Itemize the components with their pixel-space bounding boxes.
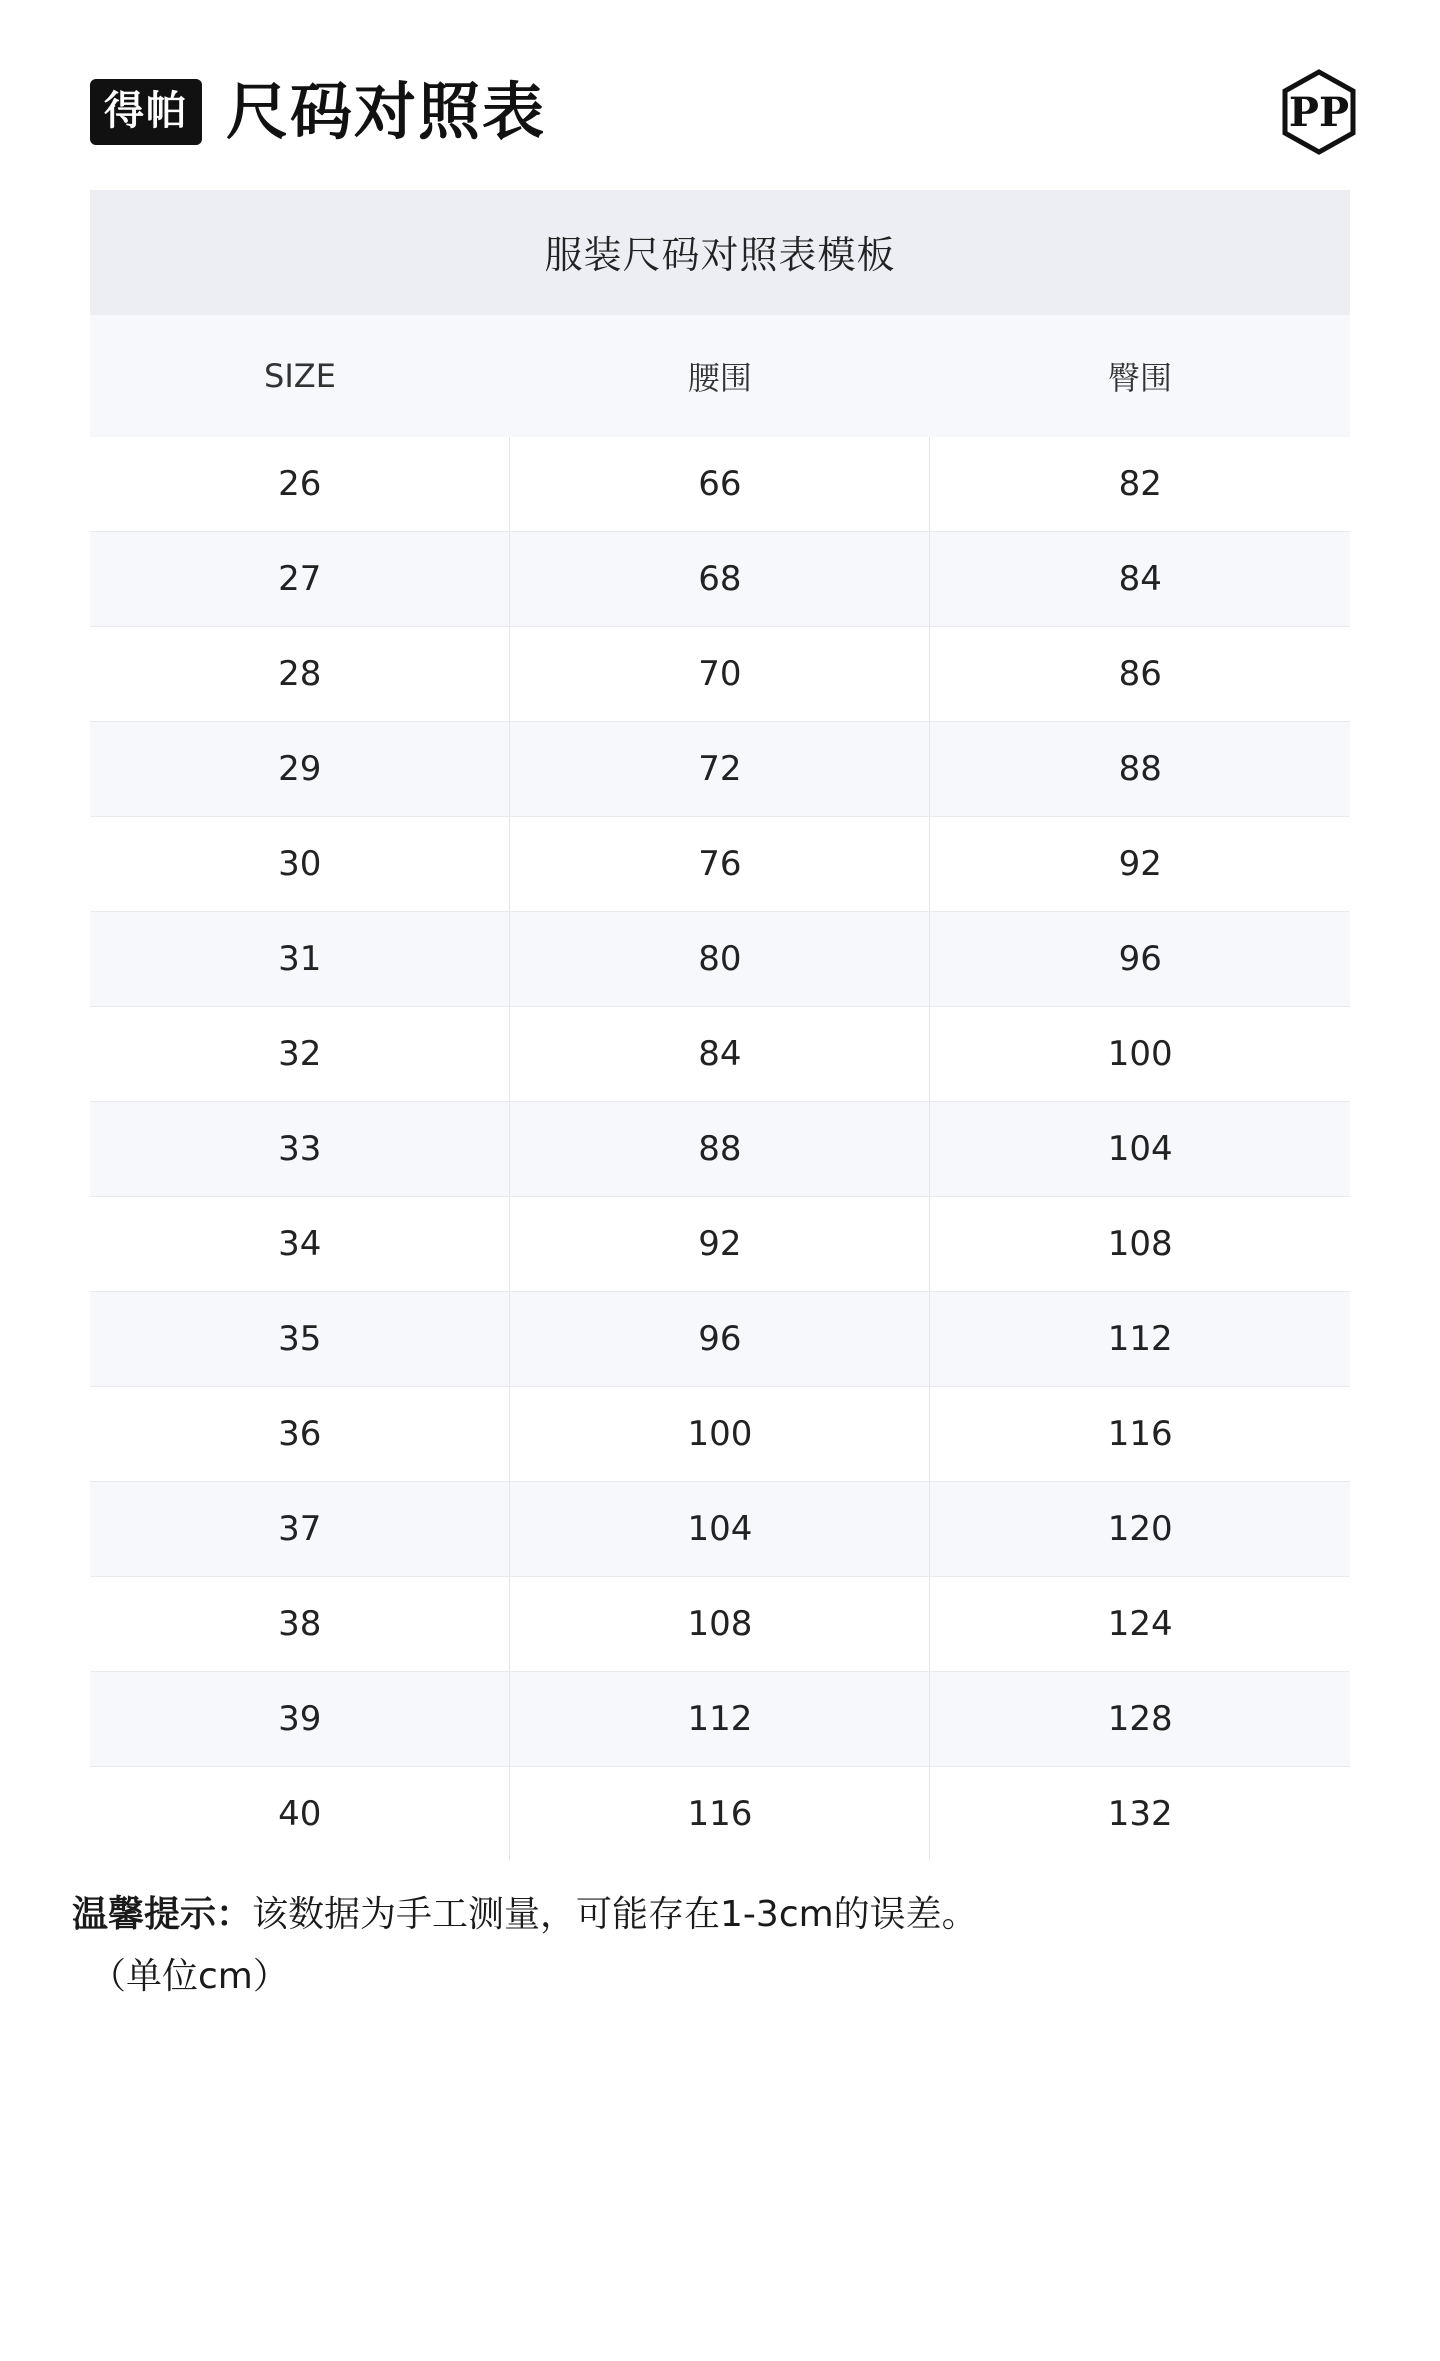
cell-waist: 100 xyxy=(510,1387,930,1482)
header-left-group xyxy=(90,75,547,148)
footnote-unit: （单位cm） xyxy=(90,1955,289,1997)
philipp-plein-hex-logo-icon xyxy=(1276,69,1362,155)
cell-hip: 128 xyxy=(930,1672,1350,1767)
cell-size: 27 xyxy=(90,532,510,627)
cell-hip: 108 xyxy=(930,1197,1350,1292)
table-row xyxy=(90,1672,1350,1767)
table-row xyxy=(90,1007,1350,1102)
table-row xyxy=(90,1482,1350,1577)
cell-hip: 120 xyxy=(930,1482,1350,1577)
page-title: 尺码对照表 xyxy=(226,75,547,148)
cell-waist: 70 xyxy=(510,627,930,722)
cell-size: 34 xyxy=(90,1197,510,1292)
cell-waist: 68 xyxy=(510,532,930,627)
cell-size: 35 xyxy=(90,1292,510,1387)
table-row xyxy=(90,627,1350,722)
cell-size: 29 xyxy=(90,722,510,817)
cell-waist: 116 xyxy=(510,1767,930,1862)
table-row xyxy=(90,1102,1350,1197)
cell-waist: 76 xyxy=(510,817,930,912)
cell-waist: 108 xyxy=(510,1577,930,1672)
table-row xyxy=(90,912,1350,1007)
cell-size: 32 xyxy=(90,1007,510,1102)
footnote-text: 该数据为手工测量，可能存在1-3cm的误差。 xyxy=(252,1894,978,1935)
size-table-card xyxy=(90,190,1350,1861)
table-row xyxy=(90,1292,1350,1387)
cell-hip: 92 xyxy=(930,817,1350,912)
cell-hip: 86 xyxy=(930,627,1350,722)
cell-hip: 116 xyxy=(930,1387,1350,1482)
page-header xyxy=(0,0,1440,190)
cell-waist: 88 xyxy=(510,1102,930,1197)
cell-hip: 88 xyxy=(930,722,1350,817)
cell-size: 39 xyxy=(90,1672,510,1767)
cell-hip: 124 xyxy=(930,1577,1350,1672)
footnote-label: 温馨提示： xyxy=(72,1894,253,1935)
cell-size: 28 xyxy=(90,627,510,722)
table-row xyxy=(90,1197,1350,1292)
size-table xyxy=(90,315,1350,1861)
table-head xyxy=(90,315,1350,437)
footnote xyxy=(72,1887,1350,2005)
table-body xyxy=(90,437,1350,1861)
cell-size: 40 xyxy=(278,1794,322,1834)
cell-waist: 92 xyxy=(510,1197,930,1292)
cell-size: 26 xyxy=(90,437,510,532)
table-row xyxy=(90,437,1350,532)
cell-hip: 100 xyxy=(930,1007,1350,1102)
cell-size: 36 xyxy=(90,1387,510,1482)
cell-hip: 132 xyxy=(930,1767,1350,1862)
column-header-size: SIZE xyxy=(90,315,510,437)
table-header-row xyxy=(90,315,1350,437)
svg-text:PP: PP xyxy=(1288,89,1350,136)
table-row xyxy=(90,1577,1350,1672)
cell-waist: 84 xyxy=(510,1007,930,1102)
cell-hip: 96 xyxy=(930,912,1350,1007)
cell-hip: 104 xyxy=(930,1102,1350,1197)
cell-size: 38 xyxy=(90,1577,510,1672)
cell-waist: 80 xyxy=(510,912,930,1007)
table-row xyxy=(90,1767,1350,1862)
cell-waist: 112 xyxy=(510,1672,930,1767)
table-title: 服装尺码对照表模板 xyxy=(90,190,1350,315)
cell-waist: 96 xyxy=(510,1292,930,1387)
cell-size: 37 xyxy=(90,1482,510,1577)
cell-size: 30 xyxy=(90,817,510,912)
table-row xyxy=(90,817,1350,912)
cell-waist: 72 xyxy=(510,722,930,817)
cell-hip: 112 xyxy=(930,1292,1350,1387)
table-row xyxy=(90,1387,1350,1482)
cell-hip: 82 xyxy=(930,437,1350,532)
cell-waist: 104 xyxy=(510,1482,930,1577)
brand-badge: 得帕 xyxy=(90,79,202,145)
cell-size: 33 xyxy=(90,1102,510,1197)
column-header-hip: 臀围 xyxy=(930,315,1350,437)
table-row xyxy=(90,532,1350,627)
cell-size: 31 xyxy=(90,912,510,1007)
cell-hip: 84 xyxy=(930,532,1350,627)
column-header-waist: 腰围 xyxy=(510,315,930,437)
cell-waist: 66 xyxy=(510,437,930,532)
table-row xyxy=(90,722,1350,817)
